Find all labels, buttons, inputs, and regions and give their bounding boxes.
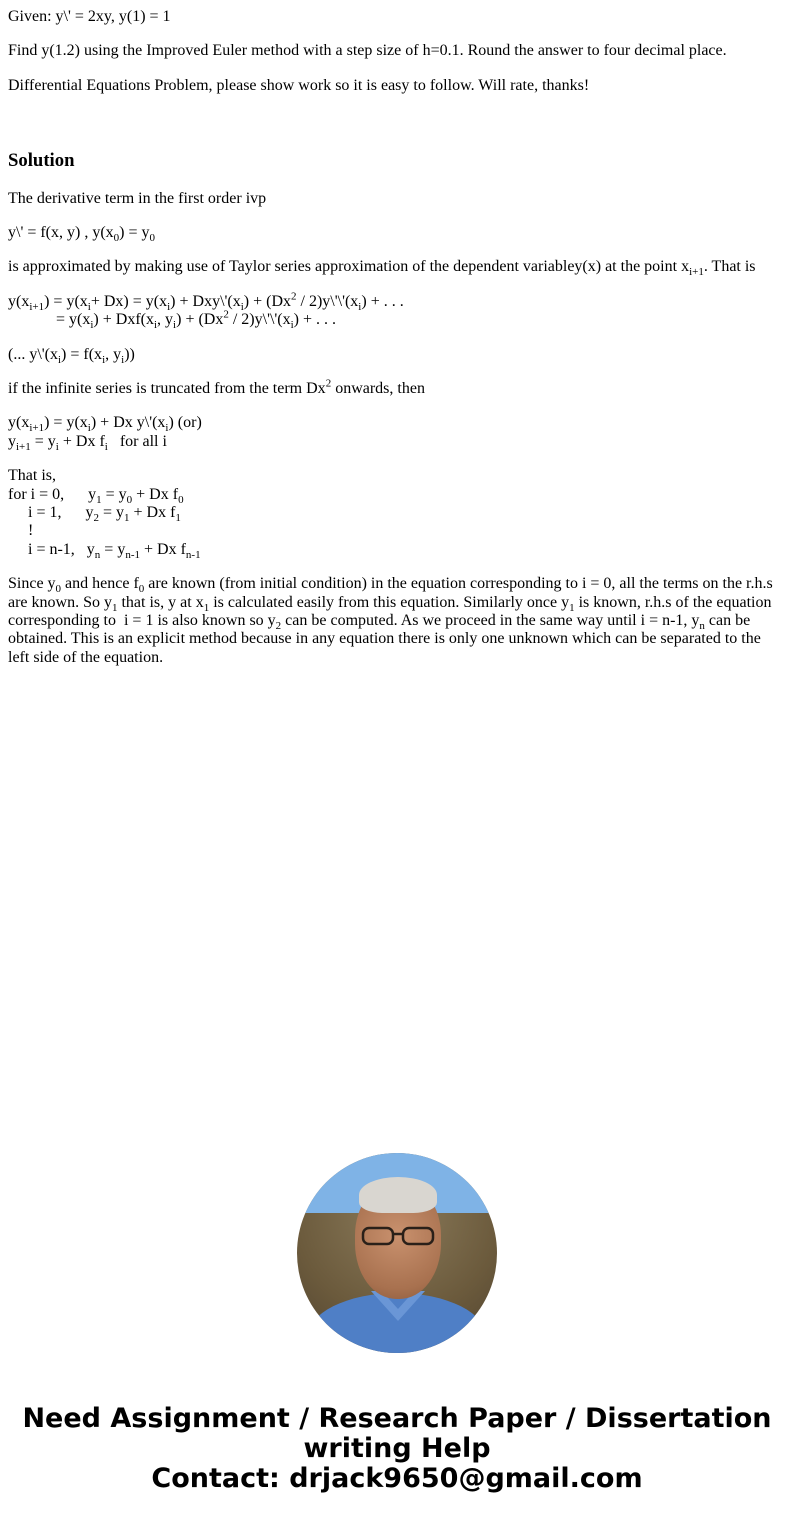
avatar-hair xyxy=(359,1177,437,1213)
banner-line-1: Need Assignment / Research Paper / Dissertation xyxy=(22,1403,772,1434)
request-line: Differential Equations Problem, please show work so it is easy to follow. Will rate, thanks! xyxy=(8,76,590,94)
euler-formula: $y(x_{i+1}) = y(x_i) + Dx$ $y\backslash'(x_i)$ (or) $y_{i+1} = y_i + Dx$ $f_i$ for all i xyxy=(8,414,202,453)
truncation-note: if the infinite series is truncated from the term Dx$^2$ onwards, then xyxy=(8,377,425,398)
banner-line-2: writing Help xyxy=(303,1433,491,1464)
solution-heading: Solution xyxy=(8,150,75,172)
explanation-paragraph: Since $y_0$ and hence $f_0$ are known (from initial condition) in the equation corresponding to i = 0, all the terms on the r.h.s are known. So $y_1$ that is, y at $x_1$ is calculated easily from this equation. Similarly once $y_1$ is known, r.h.s of the equation corresponding to i = 1 is also known so $y_2$ can be computed. As we proceed in the same way until i = n-1, $y_n$ can be obtained. This is an explicit method because in any equation there is only one unknown which can be separated to the left side of the equation. xyxy=(8,575,773,666)
taylor-series: $y(x_{i+1}) = y(x_i+ Dx) = y(x_i)$ + $Dxy\backslash'(x_i) + (Dx^2$ / $2)y\backslash'\backslash'(x_i)$ + . . . = $y(x_i) + Dxf(x_i$, $y_i) + (Dx^2$ / $2)y\backslash'\backslash'(x_i)$ + . . . xyxy=(8,290,404,332)
avatar-shirt xyxy=(307,1293,487,1353)
solution-intro: The derivative term in the first order ivp xyxy=(8,189,267,207)
glasses-icon xyxy=(359,1225,437,1247)
task-line: Find y(1.2) using the Improved Euler method with a step size of h=0.1. Round the answer to four decimal place. xyxy=(8,42,727,60)
banner-contact: Contact: drjack9650@gmail.com xyxy=(151,1463,643,1494)
promo-banner xyxy=(0,1404,794,1494)
derivative-note: (... $y\backslash'(x_i) = f(x_i$, $y_i$)) xyxy=(8,345,135,366)
author-avatar xyxy=(297,1153,497,1353)
iteration-steps: That is, for i = 0, $y_1 = y_0 + Dx$ $f_0$ i = 1, $y_2 = y_1 + Dx$ $f_1$ ! i = n-1, $y_n = y_{n-1} + Dx$ $f_{n-1}$ xyxy=(8,467,201,561)
taylor-intro: is approximated by making use of Taylor series approximation of the dependent variabley(x) at the point $x_{i+1}$. That is xyxy=(8,258,756,279)
ivp-equation: y\' = f(x, y) , $y(x_0) = y_0$ xyxy=(8,224,156,245)
given-line: Given: y\' = 2xy, y(1) = 1 xyxy=(8,8,171,25)
document-body xyxy=(8,0,786,683)
